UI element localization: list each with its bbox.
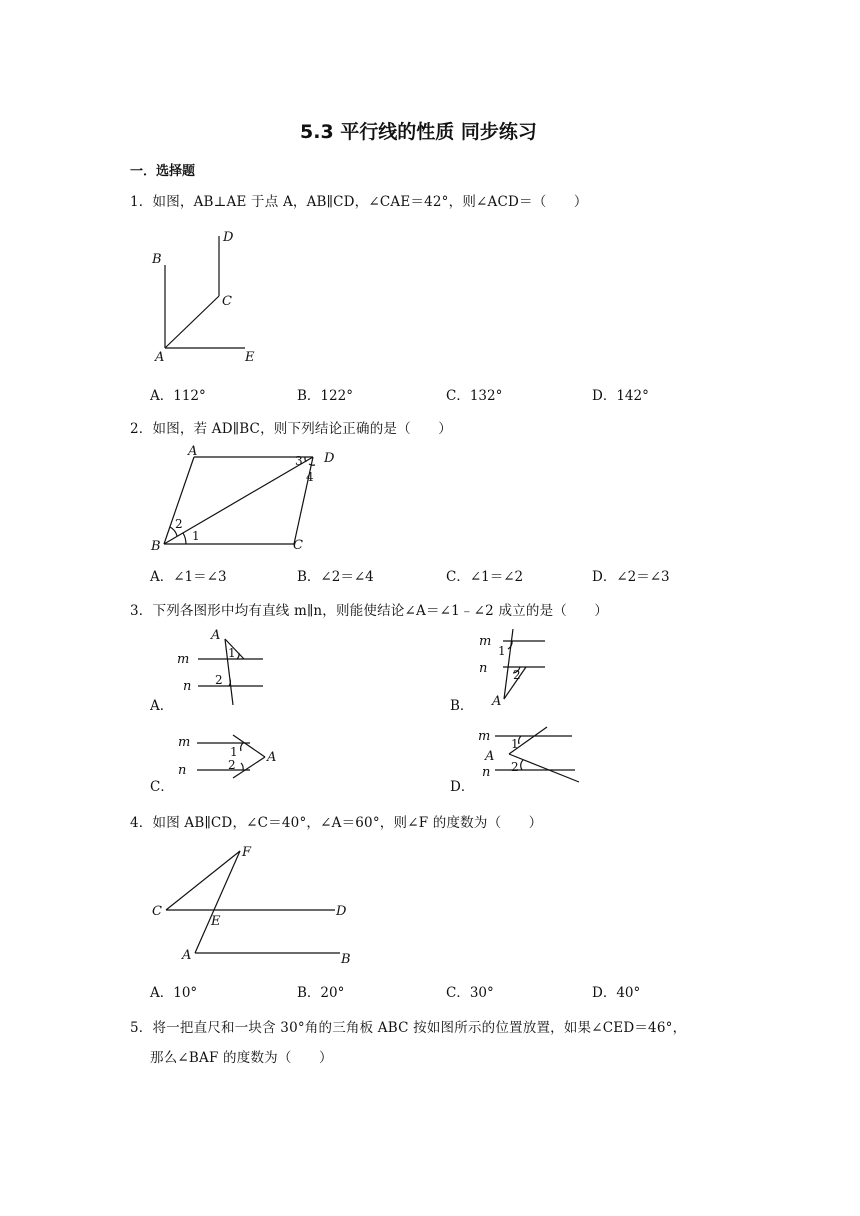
q4-option-a[interactable]: A．10° — [150, 985, 198, 1001]
question-2-figure — [148, 440, 348, 555]
fig3d-label-n: n — [482, 765, 491, 780]
fig4-label-b: B — [341, 952, 351, 967]
fig1-label-a: A — [155, 350, 165, 365]
fig3d-label-a: A — [485, 749, 495, 764]
fig3d-angle-2: 2 — [511, 760, 519, 774]
fig4-label-f: F — [242, 845, 252, 860]
q4-option-b[interactable]: B．20° — [297, 985, 345, 1001]
question-5-stem: 5．将一把直尺和一块含 30°角的三角板 ABC 按如图所示的位置放置，如果∠CED＝46°， — [130, 1020, 687, 1036]
q2-option-c[interactable]: C．∠1＝∠2 — [446, 569, 524, 585]
question-3-figure-d — [475, 724, 590, 789]
fig3b-label-m: m — [479, 634, 492, 649]
q2-option-d[interactable]: D．∠2＝∠3 — [592, 569, 670, 585]
fig3a-angle-1: 1 — [228, 646, 236, 660]
fig3b-label-a: A — [492, 694, 502, 709]
fig3c-angle-1: 1 — [230, 745, 238, 759]
fig3d-label-m: m — [478, 729, 491, 744]
q1-option-d[interactable]: D．142° — [592, 388, 649, 404]
question-4-figure — [150, 842, 360, 970]
q3-option-d[interactable]: D． — [450, 779, 475, 795]
fig3a-label-a: A — [211, 628, 221, 643]
question-5-stem-line2: 那么∠BAF 的度数为（ ） — [150, 1050, 333, 1066]
fig3c-label-a: A — [267, 750, 277, 765]
q1-option-c[interactable]: C．132° — [446, 388, 503, 404]
section-heading: 一．选择题 — [130, 164, 196, 179]
q3-option-a[interactable]: A． — [150, 698, 174, 714]
question-3-figure-c — [175, 730, 285, 785]
fig3b-angle-1: 1 — [498, 644, 506, 658]
fig2-angle-3: 3 — [295, 454, 303, 468]
q2-option-b[interactable]: B．∠2＝∠4 — [297, 569, 374, 585]
fig1-label-b: B — [152, 252, 162, 267]
fig3c-angle-2: 2 — [228, 758, 236, 772]
q4-option-d[interactable]: D．40° — [592, 985, 641, 1001]
question-1-figure — [145, 225, 275, 370]
question-1-stem: 1．如图，AB⊥AE 于点 A，AB∥CD，∠CAE＝42°，则∠ACD＝（ ） — [130, 194, 588, 210]
fig3a-label-m: m — [177, 652, 190, 667]
fig3c-label-m: m — [178, 735, 191, 750]
question-3-figure-b — [475, 625, 575, 710]
fig4-label-e: E — [211, 914, 221, 929]
fig3d-angle-1: 1 — [511, 737, 519, 751]
fig1-label-e: E — [245, 350, 255, 365]
fig2-angle-4: 4 — [306, 470, 314, 484]
question-3-stem: 3．下列各图形中均有直线 m∥n，则能使结论∠A＝∠1﹣∠2 成立的是（ ） — [130, 603, 609, 619]
fig3c-label-n: n — [178, 763, 187, 778]
fig4-label-c: C — [152, 904, 162, 919]
fig3b-angle-2: 2 — [513, 668, 521, 682]
fig1-label-d: D — [223, 230, 234, 245]
q3-option-b[interactable]: B． — [450, 698, 474, 714]
fig4-label-a: A — [182, 948, 192, 963]
question-4-stem: 4．如图 AB∥CD，∠C＝40°，∠A＝60°，则∠F 的度数为（ ） — [130, 815, 543, 831]
fig2-label-b: B — [151, 539, 161, 554]
q1-option-b[interactable]: B．122° — [297, 388, 353, 404]
fig4-label-d: D — [336, 904, 347, 919]
fig2-angle-2: 2 — [175, 517, 183, 531]
fig2-label-a: A — [188, 444, 198, 459]
fig2-angle-1: 1 — [192, 529, 200, 543]
q3-option-c[interactable]: C． — [150, 779, 174, 795]
q4-option-c[interactable]: C．30° — [446, 985, 494, 1001]
fig3a-angle-2: 2 — [215, 673, 223, 687]
q2-option-a[interactable]: A．∠1＝∠3 — [150, 569, 227, 585]
fig3b-label-n: n — [479, 661, 488, 676]
fig1-label-c: C — [222, 294, 232, 309]
question-3-figure-a — [175, 625, 275, 710]
fig3a-label-n: n — [183, 679, 192, 694]
q1-option-a[interactable]: A．112° — [150, 388, 206, 404]
question-2-stem: 2．如图，若 AD∥BC，则下列结论正确的是（ ） — [130, 421, 452, 437]
page-title: 5.3 平行线的性质 同步练习 — [300, 121, 537, 143]
fig2-label-c: C — [293, 538, 303, 553]
fig2-label-d: D — [324, 451, 335, 466]
